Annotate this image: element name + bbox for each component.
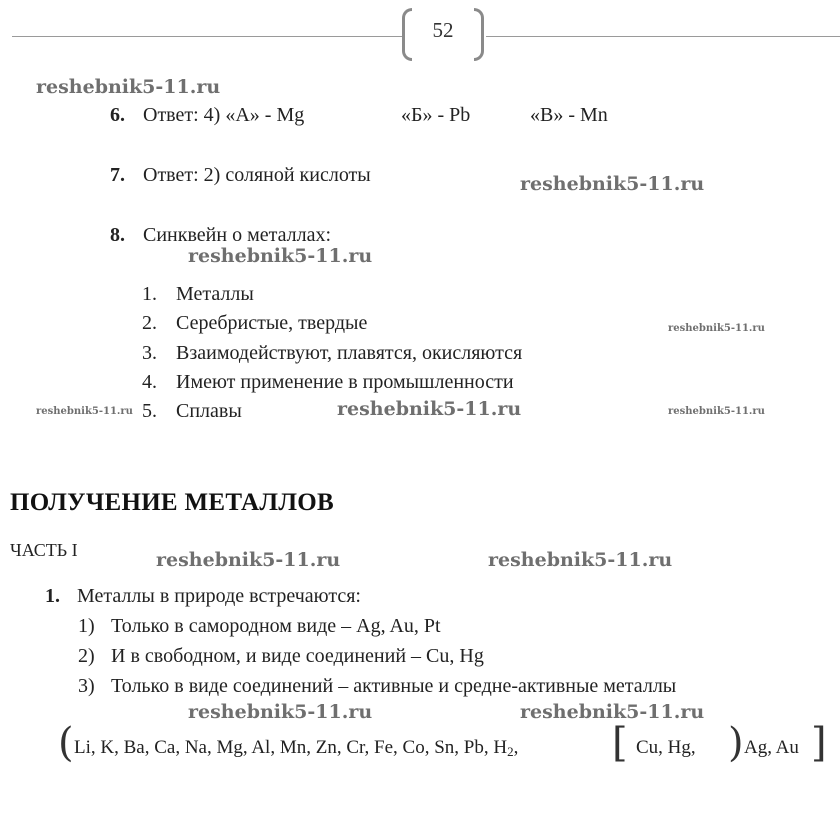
- option-number: 3): [78, 675, 95, 697]
- list-item: Взаимодействуют, плавятся, окисляются: [176, 342, 523, 364]
- list-item-number: 1.: [142, 283, 157, 305]
- answer-part-c: «В» - Mn: [530, 104, 608, 126]
- watermark: reshebnik5-11.ru: [36, 76, 221, 98]
- close-paren: ): [728, 720, 744, 766]
- close-bracket: ]: [811, 720, 827, 766]
- answer-number: 6.: [110, 104, 125, 126]
- question-text: Металлы в природе встречаются:: [77, 585, 361, 607]
- header-rule-right: [486, 36, 840, 37]
- open-bracket: [: [612, 720, 628, 766]
- list-item: Металлы: [176, 283, 254, 305]
- list-item-number: 5.: [142, 400, 157, 422]
- watermark: reshebnik5-11.ru: [668, 323, 765, 334]
- answer-number: 7.: [110, 164, 125, 186]
- list-item-number: 3.: [142, 342, 157, 364]
- page-number-bracket-right: [474, 8, 484, 61]
- series-comma: ,: [513, 737, 519, 758]
- open-paren: (: [58, 720, 74, 766]
- page-number: 52: [432, 18, 454, 42]
- section-title: ПОЛУЧЕНИЕ МЕТАЛЛОВ: [10, 489, 334, 516]
- list-item: Сплавы: [176, 400, 242, 422]
- watermark: reshebnik5-11.ru: [188, 701, 373, 723]
- page-number-bracket-left: [402, 8, 412, 61]
- answer-text: Ответ: 2) соляной кислоты: [143, 164, 371, 186]
- metal-series-main: Li, K, Ba, Ca, Na, Mg, Al, Mn, Zn, Cr, Fe, Co, Sn, Pb, H: [74, 737, 508, 758]
- answer-part-b: «Б» - Pb: [401, 104, 471, 126]
- option-number: 1): [78, 615, 95, 637]
- list-item: Серебристые, твердые: [176, 312, 368, 334]
- section-part: ЧАСТЬ I: [10, 540, 78, 560]
- list-item-number: 2.: [142, 312, 157, 334]
- watermark: reshebnik5-11.ru: [668, 406, 765, 417]
- header-rule-left: [12, 36, 404, 37]
- watermark: reshebnik5-11.ru: [188, 245, 373, 267]
- list-item: Имеют применение в промышленности: [176, 371, 514, 393]
- question-number: 1.: [45, 585, 60, 607]
- watermark: reshebnik5-11.ru: [488, 549, 673, 571]
- hydrogen-subscript: 2: [507, 744, 514, 759]
- watermark: reshebnik5-11.ru: [520, 173, 705, 195]
- watermark: reshebnik5-11.ru: [36, 406, 133, 417]
- answer-text: Ответ: 4) «А» - Mg: [143, 104, 305, 126]
- answer-number: 8.: [110, 224, 125, 246]
- option-text: И в свободном, и виде соединений – Cu, Hg: [111, 645, 484, 667]
- list-item-number: 4.: [142, 371, 157, 393]
- answer-text: Синквейн о металлах:: [143, 224, 332, 246]
- watermark: reshebnik5-11.ru: [337, 398, 522, 420]
- watermark: reshebnik5-11.ru: [156, 549, 341, 571]
- metal-series-middle: Cu, Hg,: [636, 737, 696, 758]
- option-number: 2): [78, 645, 95, 667]
- watermark: reshebnik5-11.ru: [520, 701, 705, 723]
- metal-series-tail: Ag, Au: [744, 737, 799, 758]
- option-text: Только в самородном виде – Ag, Au, Pt: [111, 615, 441, 637]
- metal-series: [74, 737, 518, 760]
- option-text: Только в виде соединений – активные и средне-активные металлы: [111, 675, 677, 697]
